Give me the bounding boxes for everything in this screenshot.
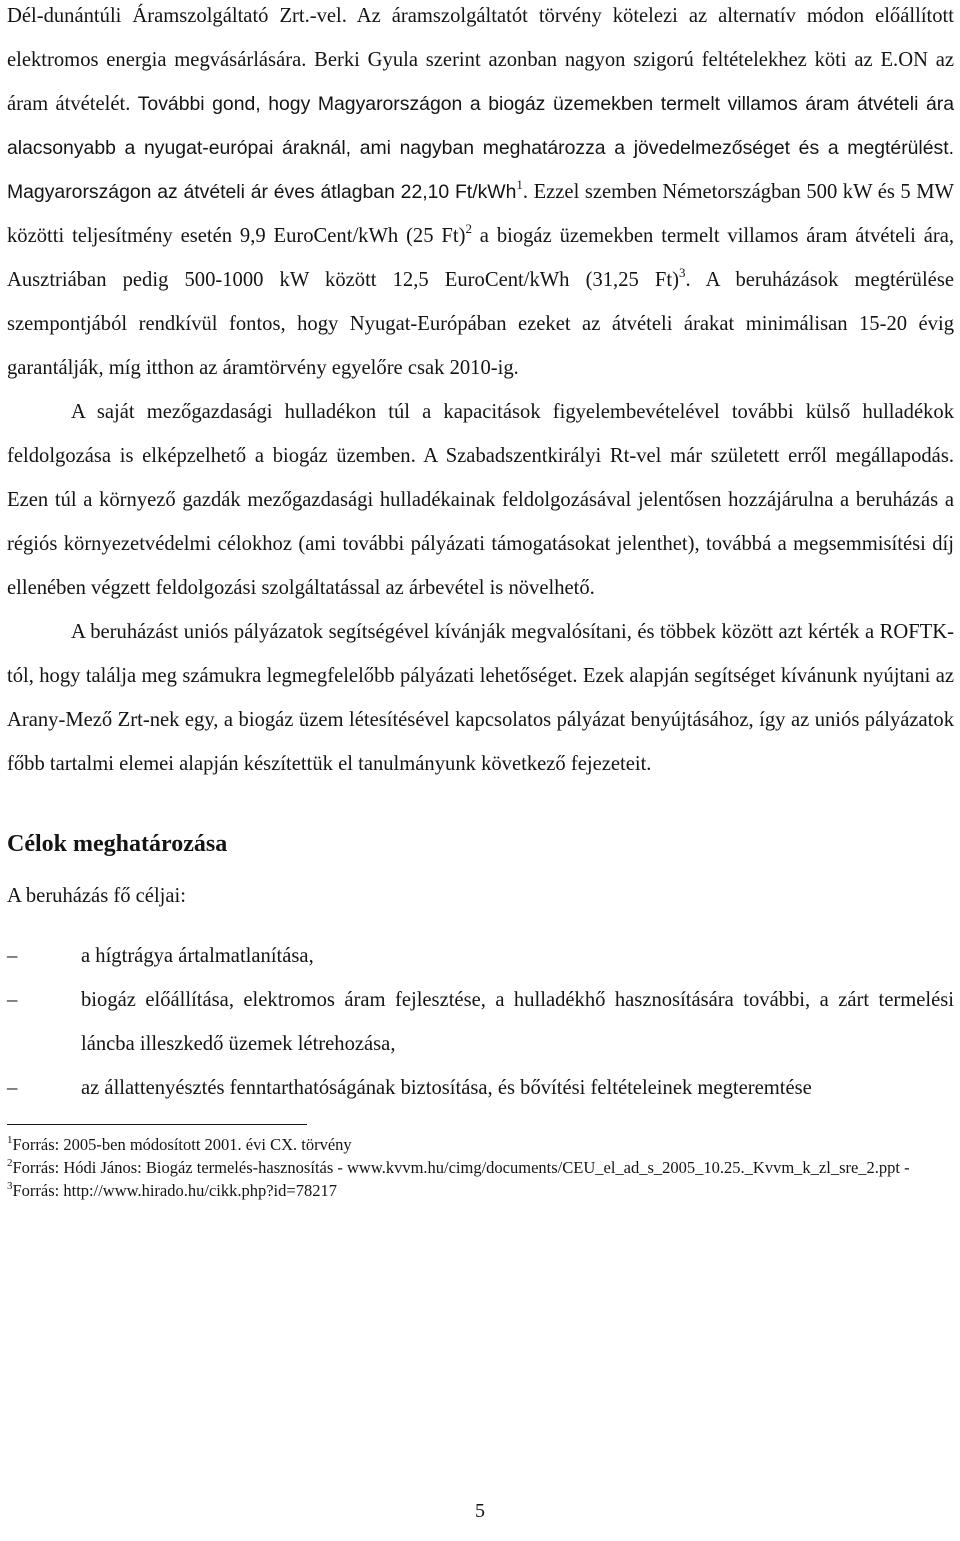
goals-intro: A beruházás fő céljai:	[7, 885, 186, 907]
footnote-2	[7, 1156, 954, 1179]
footnote-ref-2[interactable]: 2	[465, 221, 472, 236]
goals-list	[7, 934, 954, 1110]
paragraph-text: . Ezzel szemben Németországban 500 kW és 5 MW közötti teljesítmény esetén 9,9 EuroCent/kWh (25 Ft)	[7, 181, 954, 247]
footnote-1	[7, 1133, 954, 1156]
list-item	[7, 1066, 954, 1110]
body-paragraph-2: A saját mezőgazdasági hulladékon túl a kapacitások figyelembevételével további külső hulladékok feldolgozása is elképzelhető a biogáz üzemben. A Szabadszentkirályi Rt-vel már született erről megállapodás. Ezen túl a környező gazdák mezőgazdasági hulladékainak feldolgozásával jelentősen hozzájárulna a beruházás a régiós környezetvédelmi célokhoz (ami további pályázati támogatásokat jelenthet), továbbá a megsemmisítési díj ellenében végzett feldolgozási szolgáltatással az árbevétel is növelhető.	[7, 401, 954, 599]
list-item	[7, 934, 954, 978]
footnote-ref-1[interactable]: 1	[516, 177, 523, 192]
body-paragraph-1	[7, 0, 954, 390]
paragraph-text: További gond, hogy Magyarországon a biogáz üzemekben termelt villamos áram átvételi ára alacsonyabb a nyugat-európai áraknál, ami nagyban meghatározza a jövedelmezőséget és a megtérülést. Magyarországon az átvételi ár éves átlagban 22,10 Ft/kWh	[7, 93, 954, 203]
footnote-number: 3	[7, 1180, 13, 1192]
paragraph-text: a biogáz üzemekben termelt villamos áram átvételi ára, Ausztriában pedig 500-1000 kW között 12,5 EuroCent/kWh (31,25 Ft)	[7, 225, 954, 291]
list-item-text: a hígtrágya ártalmatlanítása,	[81, 945, 314, 967]
paragraph-text: . A beruházások megtérülése szempontjából rendkívül fontos, hogy Nyugat-Európában ezeket az átvételi árakat minimálisan 15-20 évig garantálják, míg itthon az áramtörvény egyelőre csak 2010-ig.	[7, 269, 954, 379]
footnote-3	[7, 1179, 954, 1202]
dash-bullet-icon: –	[7, 989, 18, 1011]
page-number: 5	[475, 1500, 485, 1522]
dash-bullet-icon: –	[7, 945, 18, 967]
footnote-text: Forrás: Hódi János: Biogáz termelés-hasznosítás - www.kvvm.hu/cimg/documents/CEU_el_ad_s_2005_10.25._Kvvm_k_zl_sre_2.ppt -	[12, 1158, 910, 1177]
footnote-ref-3[interactable]: 3	[678, 265, 686, 280]
document-page	[7, 0, 954, 1202]
footnote-text: Forrás: 2005-ben módosított 2001. évi CX. törvény	[12, 1135, 352, 1154]
list-item-text: az állattenyésztés fenntarthatóságának biztosítása, és bővítési feltételeinek megteremtése	[81, 1077, 812, 1099]
footnote-divider	[7, 1124, 307, 1125]
section-heading: Célok meghatározása	[7, 831, 228, 857]
list-item-text: biogáz előállítása, elektromos áram fejlesztése, a hulladékhő hasznosítására további, a zárt termelési láncba illeszkedő üzemek létrehozása,	[81, 989, 954, 1055]
paragraph-text: Dél-dunántúli Áramszolgáltató Zrt.-vel. Az áramszolgáltatót törvény kötelezi az alternatív módon előállított elektromos energia megvásárlására. Berki Gyula szerint azonban nagyon szigorú feltételekhez köti az E.ON az áram átvételét.	[7, 5, 954, 115]
dash-bullet-icon: –	[7, 1077, 18, 1099]
body-paragraph-3: A beruházást uniós pályázatok segítségével kívánják megvalósítani, és többek között azt kérték a ROFTK-tól, hogy találja meg számukra legmegfelelőbb pályázati lehetőséget. Ezek alapján segítséget kívánunk nyújtani az Arany-Mező Zrt-nek egy, a biogáz üzem létesítésével kapcsolatos pályázat benyújtásához, így az uniós pályázatok főbb tartalmi elemei alapján készítettük el tanulmányunk következő fejezeteit.	[7, 621, 954, 775]
list-item	[7, 978, 954, 1066]
footnote-text: Forrás: http://www.hirado.hu/cikk.php?id=78217	[12, 1181, 337, 1200]
footnote-number: 1	[7, 1134, 13, 1146]
footnote-number: 2	[7, 1157, 13, 1169]
